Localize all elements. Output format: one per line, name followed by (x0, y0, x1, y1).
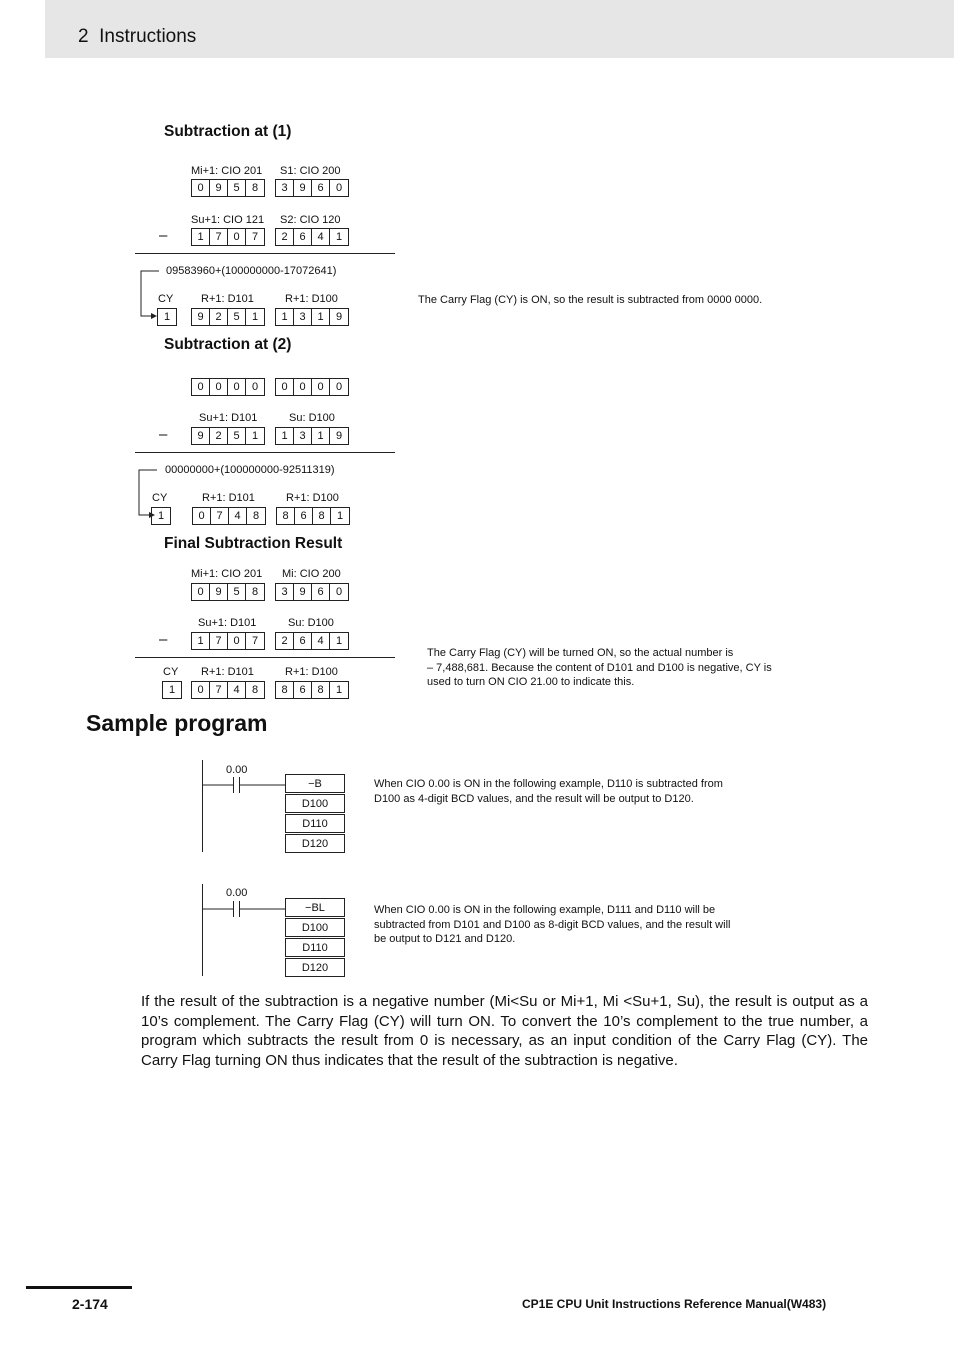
final-cy-label: CY (163, 666, 179, 678)
final-minus-sign: – (159, 631, 168, 648)
final-title: Final Subtraction Result (164, 535, 343, 552)
final-row1-label-right: Mi: CIO 200 (282, 568, 341, 580)
digit-cell: 7 (210, 229, 228, 245)
digit-cell: 0 (192, 180, 210, 196)
digit-cell: 1 (312, 428, 330, 444)
digit-cell: 0 (228, 229, 246, 245)
prog2-contact-label: 0.00 (226, 887, 248, 899)
digit-cell: 7 (251, 635, 259, 647)
digit-cell: 0 (294, 379, 312, 395)
sub1-row2-right-digits (275, 228, 349, 246)
digit-cell: 3 (276, 180, 294, 196)
digit-cell: 9 (192, 428, 210, 444)
sub1-row2-label-left: Su+1: CIO 121 (191, 214, 265, 226)
final-result-label-right: R+1: D100 (285, 666, 338, 678)
digit-cell: 6 (295, 508, 313, 524)
sub2-result-right-digits (276, 507, 350, 525)
digit-cell: 0 (192, 682, 210, 698)
digit-cell: 8 (252, 510, 260, 522)
sub1-row1-left-digits (191, 179, 265, 197)
sub2-row2-label-left: Su+1: D101 (199, 412, 258, 424)
digit-cell: 8 (313, 508, 331, 524)
digit-cell: 5 (228, 180, 246, 196)
prog1-note (374, 777, 723, 806)
digit-cell: 9 (335, 430, 343, 442)
digit-cell: 9 (192, 309, 210, 325)
sub1-divider (135, 253, 395, 254)
digit-cell: 1 (157, 510, 165, 522)
prog1-contact-label: 0.00 (226, 764, 248, 776)
digit-cell: 3 (276, 584, 294, 600)
final-note-line: used to turn ON CIO 21.00 to indicate this. (427, 676, 635, 688)
digit-cell: 7 (210, 633, 228, 649)
final-cy-digit (162, 681, 182, 699)
sub1-title: Subtraction at (1) (164, 123, 292, 140)
digit-cell: 7 (210, 682, 228, 698)
sub1-row1-label-right: S1: CIO 200 (280, 165, 341, 177)
sample-program-title: Sample program (86, 710, 268, 736)
final-row1-label-left: Mi+1: CIO 201 (191, 568, 263, 580)
sub1-result-right-digits (275, 308, 349, 326)
sub1-cy-label: CY (158, 293, 174, 305)
sub1-row1-right-digits (275, 179, 349, 197)
digit-cell: 1 (251, 430, 259, 442)
digit-cell: 9 (294, 584, 312, 600)
digit-cell: 1 (335, 635, 343, 647)
sub1-result-label-right: R+1: D100 (285, 293, 338, 305)
sub1-row2-label-right: S2: CIO 120 (280, 214, 341, 226)
sub1-cy-digit (157, 308, 177, 326)
prog1-instruction-box: −B (285, 774, 345, 793)
final-row2-left-digits (191, 632, 265, 650)
footer-rule (26, 1286, 132, 1289)
final-divider (135, 657, 395, 658)
digit-cell: 7 (251, 231, 259, 243)
manual-title: CP1E CPU Unit Instructions Reference Manual(W483) (522, 1297, 827, 1311)
page-number: 2-174 (72, 1296, 108, 1312)
prog1-note-line: D100 as 4-digit BCD values, and the result will be output to D120. (374, 792, 694, 805)
sub2-formula: 00000000+(100000000-92511319) (165, 464, 335, 476)
sub2-cy-digit (151, 507, 171, 525)
digit-cell: 2 (276, 229, 294, 245)
digit-cell: 1 (192, 633, 210, 649)
sub2-result-label-right: R+1: D100 (286, 492, 339, 504)
digit-cell: 2 (210, 428, 228, 444)
final-note-line: The Carry Flag (CY) will be turned ON, so the actual number is (427, 647, 734, 659)
digit-cell: 1 (336, 510, 344, 522)
digit-cell: 0 (251, 381, 259, 393)
digit-cell: 5 (228, 309, 246, 325)
final-row2-label-right: Su: D100 (288, 617, 334, 629)
digit-cell: 8 (276, 682, 294, 698)
digit-cell: 1 (276, 309, 294, 325)
digit-cell: 4 (312, 229, 330, 245)
digit-cell: 9 (335, 311, 343, 323)
digit-cell: 2 (210, 309, 228, 325)
chapter-header (78, 26, 196, 48)
digit-cell: 6 (294, 229, 312, 245)
prog2-note-line: When CIO 0.00 is ON in the following example, D111 and D110 will be (374, 904, 716, 916)
digit-cell: 0 (210, 379, 228, 395)
prog2-operand-box: D110 (285, 938, 345, 957)
sub2-cy-label: CY (152, 492, 168, 504)
final-row2-label-left: Su+1: D101 (198, 617, 257, 629)
sub2-divider (135, 452, 395, 453)
prog2-instruction-box: −BL (285, 898, 345, 917)
digit-cell: 9 (210, 584, 228, 600)
prog1-operand-box: D100 (285, 794, 345, 813)
digit-cell: 0 (335, 586, 343, 598)
digit-cell: 1 (192, 229, 210, 245)
digit-cell: 0 (335, 182, 343, 194)
sub2-row1-right-digits (275, 378, 349, 396)
digit-cell: 0 (228, 379, 246, 395)
digit-cell: 7 (211, 508, 229, 524)
digit-cell: 4 (228, 682, 246, 698)
digit-cell: 4 (229, 508, 247, 524)
digit-cell: 9 (210, 180, 228, 196)
digit-cell: 1 (163, 311, 171, 323)
sub2-result-label-left: R+1: D101 (202, 492, 255, 504)
prog2-operand-box: D120 (285, 958, 345, 977)
prog1-note-line: When CIO 0.00 is ON in the following example, D110 is subtracted from (374, 778, 723, 790)
prog1-operand-box: D120 (285, 834, 345, 853)
sub1-result-label-left: R+1: D101 (201, 293, 254, 305)
final-row2-right-digits (275, 632, 349, 650)
digit-cell: 6 (312, 180, 330, 196)
sub2-row1-left-digits (191, 378, 265, 396)
digit-cell: 6 (312, 584, 330, 600)
chapter-title: Instructions (99, 26, 197, 47)
digit-cell: 1 (335, 231, 343, 243)
digit-cell: 1 (312, 309, 330, 325)
sub2-row2-right-digits (275, 427, 349, 445)
final-note (427, 646, 772, 690)
sub1-row1-label-left: Mi+1: CIO 201 (191, 165, 263, 177)
digit-cell: 0 (276, 379, 294, 395)
digit-cell: 8 (312, 682, 330, 698)
digit-cell: 0 (312, 379, 330, 395)
final-result-left-digits (191, 681, 265, 699)
sub2-row2-label-right: Su: D100 (289, 412, 335, 424)
sub1-formula: 09583960+(100000000-17072641) (166, 265, 337, 277)
digit-cell: 9 (294, 180, 312, 196)
digit-cell: 3 (294, 428, 312, 444)
final-result-label-left: R+1: D101 (201, 666, 254, 678)
final-result-right-digits (275, 681, 349, 699)
prog2-note-line: subtracted from D101 and D100 as 8-digit BCD values, and the result will (374, 918, 731, 931)
sub2-title: Subtraction at (2) (164, 336, 292, 353)
digit-cell: 1 (168, 684, 176, 696)
digit-cell: 1 (276, 428, 294, 444)
digit-cell: 6 (294, 682, 312, 698)
prog2-note-line: be output to D121 and D120. (374, 933, 516, 945)
sub2-row2-left-digits (191, 427, 265, 445)
digit-cell: 6 (294, 633, 312, 649)
sub1-row2-left-digits (191, 228, 265, 246)
digit-cell: 4 (312, 633, 330, 649)
digit-cell: 8 (277, 508, 295, 524)
digit-cell: 0 (192, 584, 210, 600)
sub1-result-left-digits (191, 308, 265, 326)
prog2-operand-box: D100 (285, 918, 345, 937)
sub1-minus-sign: – (159, 227, 168, 244)
final-note-line: – 7,488,681. Because the content of D101 and D100 is negative, CY is (427, 661, 772, 674)
digit-cell: 8 (251, 586, 259, 598)
digit-cell: 1 (251, 311, 259, 323)
prog1-operand-box: D110 (285, 814, 345, 833)
digit-cell: 8 (251, 684, 259, 696)
digit-cell: 5 (228, 428, 246, 444)
digit-cell: 8 (251, 182, 259, 194)
prog2-note (374, 903, 730, 947)
final-row1-right-digits (275, 583, 349, 601)
sub2-minus-sign: – (159, 426, 168, 443)
sub2-result-left-digits (192, 507, 266, 525)
explanation-paragraph: If the result of the subtraction is a negative number (Mi<Su or Mi+1, Mi <Su+1, Su), the result is output as a 10’s complement. The Carry Flag (CY) will turn ON. To convert the 10’s complement to the true number, a program which subtracts the result from 0 is necessary, as an input condition of the Carry Flag (CY). The Carry Flag turning ON thus indicates that the result of the subtraction is negative. (141, 993, 868, 1069)
digit-cell: 1 (335, 684, 343, 696)
final-row1-left-digits (191, 583, 265, 601)
digit-cell: 2 (276, 633, 294, 649)
digit-cell: 0 (192, 379, 210, 395)
digit-cell: 3 (294, 309, 312, 325)
digit-cell: 0 (228, 633, 246, 649)
digit-cell: 0 (193, 508, 211, 524)
digit-cell: 0 (335, 381, 343, 393)
digit-cell: 5 (228, 584, 246, 600)
chapter-number: 2 (78, 26, 89, 47)
sub1-note: The Carry Flag (CY) is ON, so the result is subtracted from 0000 0000. (418, 294, 763, 306)
